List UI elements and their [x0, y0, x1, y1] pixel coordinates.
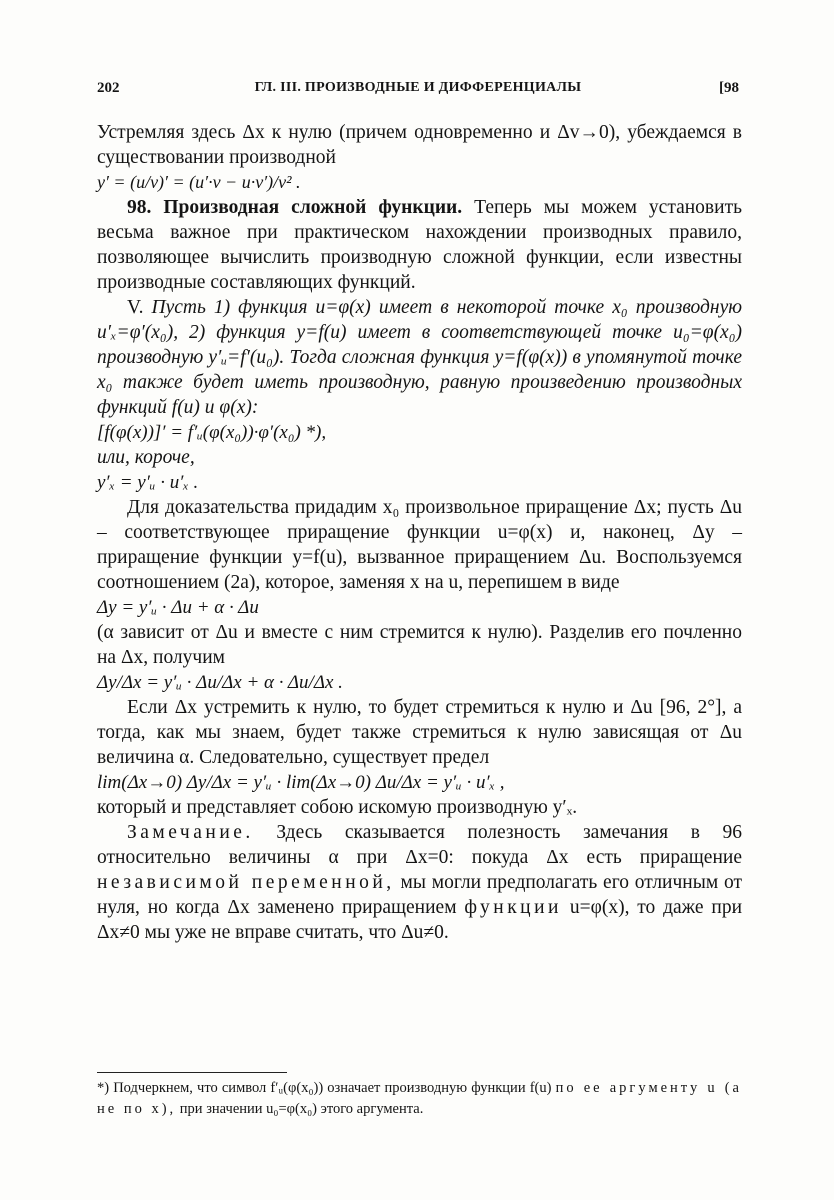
- footnote-a: *) Подчеркнем, что символ f′ᵤ(φ(x₀)) означает производную функции f(u): [97, 1080, 552, 1096]
- footnote-rule: [97, 1072, 287, 1073]
- running-header: [97, 80, 739, 106]
- theorem-label: V.: [127, 297, 144, 318]
- formula-chain-rule-short: y′ₓ = y′ᵤ · u′ₓ .: [97, 472, 199, 493]
- remark: [97, 820, 742, 945]
- remark-label: Замечание.: [127, 822, 254, 843]
- formula-increment: Δy = y′ᵤ · Δu + α · Δu: [97, 597, 259, 618]
- or-shorter-text: или, короче,: [97, 447, 195, 468]
- section-heading: 98. Производная сложной функции.: [127, 197, 463, 218]
- paragraph-alpha: (α зависит от Δu и вместе с ним стремится к нулю). Разделив его почленно на Δx, получим: [97, 622, 742, 668]
- formula-chain-rule: [f(φ(x))]′ = f′ᵤ(φ(x₀))·φ′(x₀) *),: [97, 422, 327, 443]
- section-intro-text: Теперь мы можем установить весьма важное при практическом нахождении производных правило, позволяющее вычислить производную сложной функции, если известны производные составляющих функций.: [97, 197, 742, 293]
- paragraph-1: Устремляя здесь Δx к нулю (причем одновременно и Δv→0), убеждаемся в существовании производной: [97, 122, 742, 168]
- formula-quotient-derivative: y′ = (u/v)′ = (u′·v − u·v′)/v² .: [97, 172, 301, 192]
- footnote-b: при значении u₀=φ(x₀) этого аргумента.: [179, 1101, 424, 1117]
- formula-limit: lim(Δx→0) Δy/Δx = y′ᵤ · lim(Δx→0) Δu/Δx = y′ᵤ · u′ₓ ,: [97, 772, 505, 793]
- theorem: [97, 295, 742, 420]
- footnote-spaced: по ее аргументу u (а не по x),: [97, 1080, 742, 1117]
- footnote-text: [97, 1078, 742, 1120]
- paragraph-proof: Для доказательства придадим x₀ произвольное приращение Δx; пусть Δu – соответствующее приращение функции u=φ(x) и, наконец, Δy – приращение функции y=f(u), вызванное приращением Δu. Воспользуемся соотношением (2а), которое, заменяя x на u, перепишем в виде: [97, 497, 742, 593]
- remark-text-a: Здесь сказывается полезность замечания в 96 относительно величины α при Δx=0: покуда Δx есть приращение: [97, 822, 742, 868]
- remark-spaced-a: независимой переменной,: [97, 872, 395, 893]
- page-number: 202: [97, 80, 120, 96]
- chapter-title: ГЛ. III. ПРОИЗВОДНЫЕ И ДИФФЕРЕНЦИАЛЫ: [254, 80, 582, 95]
- page-body: [97, 120, 742, 945]
- paragraph-limit: Если Δx устремить к нулю, то будет стремиться к нулю и Δu [96, 2°], а тогда, как мы знаем, будет также стремиться к нулю зависящая от Δu величина α. Следовательно, существует предел: [97, 697, 742, 768]
- section-number: [98: [719, 80, 739, 96]
- paragraph-section-98: [97, 195, 742, 295]
- remark-spaced-b: функции: [464, 897, 562, 918]
- formula-divided: Δy/Δx = y′ᵤ · Δu/Δx + α · Δu/Δx .: [97, 672, 343, 693]
- paragraph-conclusion: который и представляет собою искомую производную y′ₓ.: [97, 797, 578, 818]
- remark-text-b: мы могли предполагать его отличным от нуля, но когда Δx заменено приращением: [97, 872, 743, 918]
- footnote: [97, 1078, 742, 1120]
- theorem-text: Пусть 1) функция u=φ(x) имеет в некоторой точке x₀ производную u′ₓ=φ′(x₀), 2) функция y=f(u) имеет в соответствующей точке u₀=φ(x₀) производную y′ᵤ=f′(u₀). Тогда сложная функция y=f(φ(x)) в упомянутой точке x₀ также будет иметь производную, равную произведению производных функций f(u) и φ(x):: [97, 297, 742, 418]
- remark-text-c: u=φ(x), то даже при Δx≠0 мы уже не вправе считать, что Δu≠0.: [97, 897, 743, 943]
